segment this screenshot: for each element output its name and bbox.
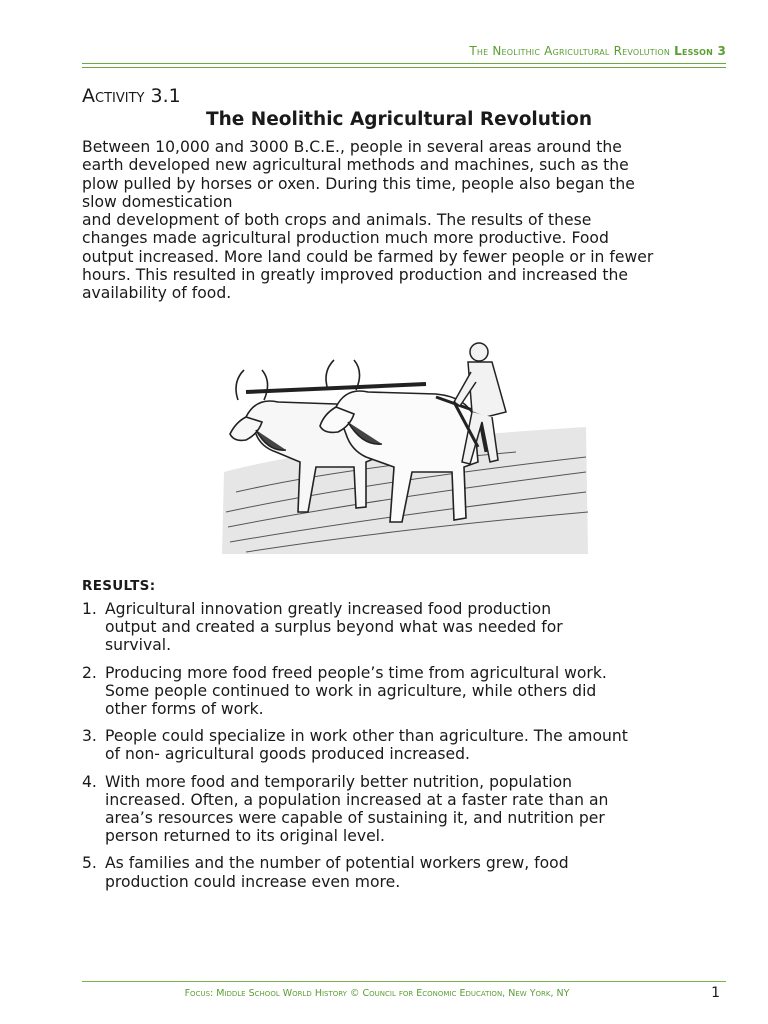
intro-line: and development of both crops and animals. The results of these	[82, 211, 592, 230]
running-header	[82, 44, 726, 58]
footer-rule	[82, 981, 726, 982]
list-line: As families and the number of potential workers grew, food	[105, 854, 569, 873]
list-line: area’s resources were capable of sustaining it, and nutrition per	[105, 809, 605, 828]
page-title: The Neolithic Agricultural Revolution	[205, 109, 592, 130]
intro-line: availability of food.	[82, 284, 232, 303]
list-item	[82, 854, 722, 890]
footer-credit: Focus: Middle School World History © Council for Economic Education, New York, NY	[184, 988, 570, 999]
intro-line: earth developed new agricultural methods and machines, such as the	[82, 156, 629, 175]
results-list	[82, 600, 722, 900]
list-number: 5.	[82, 854, 97, 873]
intro-line: Between 10,000 and 3000 B.C.E., people in several areas around the	[82, 138, 622, 156]
intro-line: slow domestication	[82, 192, 233, 211]
list-line: People could specialize in work other than agriculture. The amount	[105, 727, 628, 746]
list-number: 1.	[82, 600, 97, 618]
intro-paragraph	[82, 138, 732, 303]
list-line: of non- agricultural goods produced increased.	[105, 745, 470, 764]
list-number: 3.	[82, 727, 97, 746]
lesson-label: Lesson 3	[674, 44, 726, 58]
list-line: other forms of work.	[105, 700, 264, 719]
header-rule	[82, 63, 726, 68]
list-line: increased. Often, a population increased at a faster rate than an	[105, 790, 609, 809]
list-number: 4.	[82, 772, 97, 791]
list-line: With more food and temporarily better nutrition, population	[105, 772, 573, 791]
intro-line: hours. This resulted in greatly improved production and increased the	[82, 266, 628, 285]
activity-label: Activity 3.1	[82, 85, 181, 107]
list-line: Agricultural innovation greatly increased food production	[105, 600, 552, 618]
page-number: 1	[711, 985, 720, 1001]
list-line: Producing more food freed people’s time from agricultural work.	[105, 663, 607, 682]
list-item	[82, 600, 722, 655]
list-item	[82, 727, 722, 763]
intro-line: changes made agricultural production much more productive. Food	[82, 229, 609, 248]
list-line: survival.	[105, 636, 172, 655]
results-heading: RESULTS:	[82, 578, 156, 594]
intro-line: plow pulled by horses or oxen. During this time, people also began the	[82, 174, 635, 193]
oxen-plowing-illustration	[216, 322, 594, 558]
list-item	[82, 664, 722, 719]
list-line: Some people continued to work in agriculture, while others did	[105, 681, 597, 700]
running-title: The Neolithic Agricultural Revolution	[469, 44, 671, 58]
list-item	[82, 773, 722, 846]
list-line: output and created a surplus beyond what was needed for	[105, 618, 563, 637]
list-line: production could increase even more.	[105, 872, 401, 891]
list-line: person returned to its original level.	[105, 827, 385, 846]
list-number: 2.	[82, 663, 97, 682]
intro-line: output increased. More land could be farmed by fewer people or in fewer	[82, 247, 654, 266]
